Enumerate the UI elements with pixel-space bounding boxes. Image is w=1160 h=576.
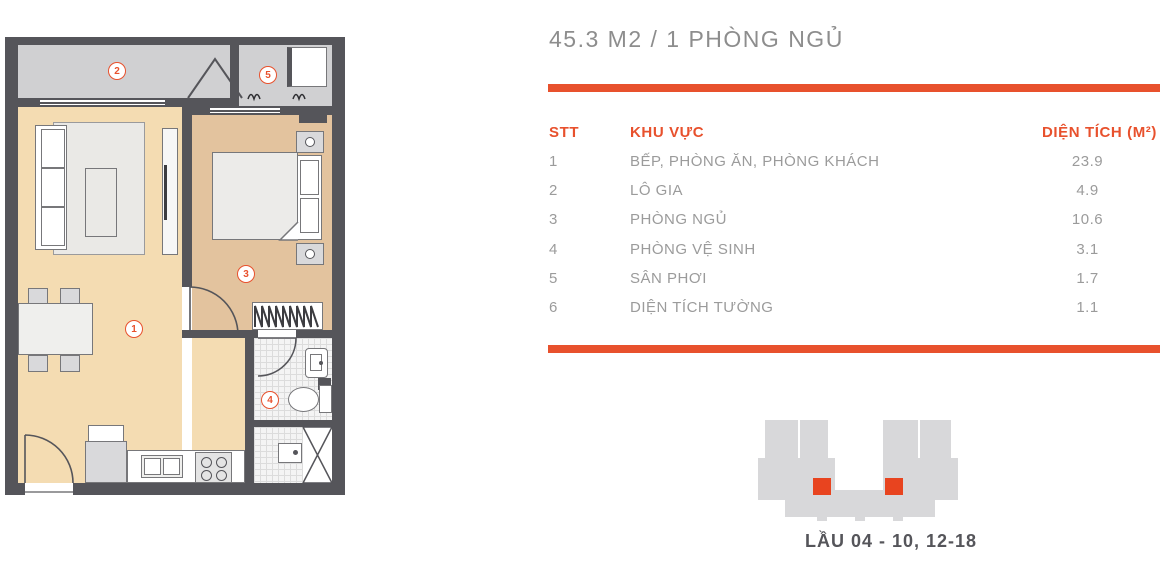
footprint-base — [785, 490, 935, 517]
footprint-notch — [817, 517, 827, 521]
header-stt: STT — [549, 124, 580, 141]
table-row — [0, 299, 1160, 319]
row-khu-vuc: DIỆN TÍCH TƯỜNG — [630, 299, 774, 316]
room-marker-5 — [259, 66, 277, 84]
divider-bottom — [548, 345, 1160, 353]
room-marker-label: 5 — [265, 69, 271, 81]
row-dien-tich: 3.1 — [1076, 241, 1099, 258]
highlighted-unit — [813, 478, 831, 495]
room-marker-label: 4 — [267, 394, 273, 406]
room-marker-label: 2 — [114, 65, 120, 77]
table-row — [0, 153, 1160, 173]
footprint-joint — [798, 420, 800, 458]
row-khu-vuc: PHÒNG VỆ SINH — [630, 241, 756, 258]
divider-top — [548, 84, 1160, 92]
page-title: 45.3 M2 / 1 PHÒNG NGỦ — [549, 26, 844, 52]
building-locator — [740, 405, 1040, 525]
row-stt: 4 — [549, 241, 558, 258]
plan-linework — [5, 25, 345, 497]
footprint-notch — [855, 517, 865, 521]
row-dien-tich: 1.1 — [1076, 299, 1099, 316]
room-marker-1 — [125, 320, 143, 338]
room-marker-label: 1 — [131, 323, 137, 335]
row-khu-vuc: BẾP, PHÒNG ĂN, PHÒNG KHÁCH — [630, 153, 880, 170]
shaft-x — [303, 427, 332, 483]
laundry-hooks — [248, 95, 305, 100]
table-row — [0, 211, 1160, 231]
row-khu-vuc: SÂN PHƠI — [630, 270, 707, 287]
room-marker-label: 3 — [243, 268, 249, 280]
row-stt: 5 — [549, 270, 558, 287]
table-row — [0, 241, 1160, 261]
header-khu-vuc: KHU VỰC — [630, 124, 705, 141]
table-row — [0, 182, 1160, 202]
entrance-door — [25, 435, 73, 483]
row-khu-vuc: PHÒNG NGỦ — [630, 211, 728, 228]
footprint-joint — [918, 420, 920, 458]
bathroom-door — [258, 338, 296, 376]
header-dien-tich: DIỆN TÍCH (M²) — [1041, 124, 1157, 141]
balcony-double-door — [188, 59, 242, 98]
row-stt: 3 — [549, 211, 558, 228]
row-stt: 6 — [549, 299, 558, 316]
room-marker-4 — [261, 391, 279, 409]
row-dien-tich: 4.9 — [1076, 182, 1099, 199]
table-row — [0, 270, 1160, 290]
footprint-notch — [893, 517, 903, 521]
washing-machine — [287, 47, 327, 87]
row-stt: 1 — [549, 153, 558, 170]
room-marker-2 — [108, 62, 126, 80]
footprint-right-tower — [883, 420, 951, 458]
floor-range-caption: LẦU 04 - 10, 12-18 — [804, 531, 978, 551]
row-khu-vuc: LÔ GIA — [630, 182, 684, 199]
footprint-left-tower — [765, 420, 828, 458]
row-dien-tich: 1.7 — [1076, 270, 1099, 287]
row-dien-tich: 10.6 — [1071, 211, 1104, 228]
row-stt: 2 — [549, 182, 558, 199]
row-dien-tich: 23.9 — [1071, 153, 1104, 170]
floor-plan — [5, 25, 345, 497]
highlighted-unit — [885, 478, 903, 495]
